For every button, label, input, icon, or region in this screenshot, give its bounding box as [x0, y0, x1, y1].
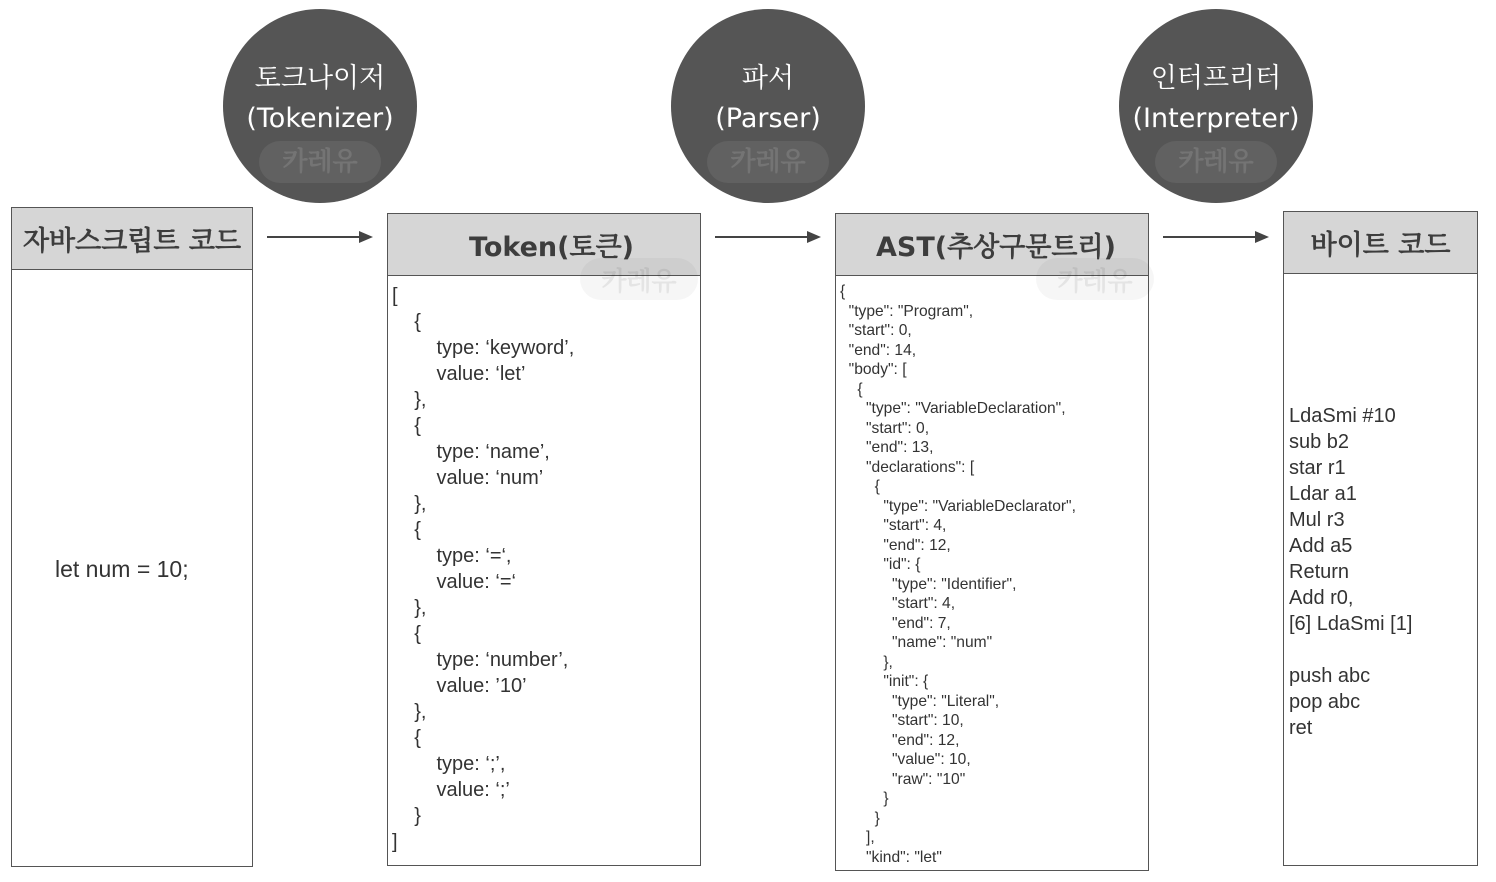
stage-label-english: (Tokenizer) — [246, 103, 394, 134]
watermark: 카레유 — [1155, 141, 1277, 183]
source-code-box — [11, 207, 253, 867]
watermark: 카레유 — [1036, 258, 1154, 300]
stage-circle-tokenizer — [223, 9, 417, 203]
stage-circle-interpreter — [1119, 9, 1313, 203]
token-box — [387, 213, 701, 866]
source-code-title: 자바스크립트 코드 — [12, 208, 252, 270]
token-title: Token(토큰) — [388, 214, 700, 276]
stage-circle-parser — [671, 9, 865, 203]
bytecode-text: LdaSmi #10 sub b2 star r1 Ldar a1 Mul r3 Add a5 Return Add r0, [6] LdaSmi [1] push abc pop abc ret — [1289, 405, 1413, 739]
stage-label-english: (Interpreter) — [1132, 103, 1300, 134]
stage-label-korean: 파서 — [741, 63, 795, 94]
stage-label-korean: 인터프리터 — [1150, 63, 1282, 94]
bytecode-box — [1283, 211, 1478, 866]
ast-title: AST(추상구문트리) — [836, 214, 1148, 276]
arrow-right-icon — [267, 230, 375, 244]
watermark: 카레유 — [259, 141, 381, 183]
bytecode-title: 바이트 코드 — [1284, 212, 1477, 274]
source-code-text: let num = 10; — [55, 556, 189, 582]
ast-box — [835, 213, 1149, 871]
arrow-right-icon — [715, 230, 823, 244]
token-code-text: [ { type: ‘keyword’, value: ‘let’ }, { type: ‘name’, value: ‘num’ }, { type: ‘=‘, value: ‘=‘ }, { type: ‘number’, value: ’10’ }, { type: ‘;’, value: ‘;’ } ] — [392, 285, 575, 853]
watermark: 카레유 — [580, 258, 698, 300]
arrow-right-icon — [1163, 230, 1271, 244]
watermark: 카레유 — [707, 141, 829, 183]
ast-code-text: { "type": "Program", "start": 0, "end": 14, "body": [ { "type": "VariableDeclaration", "start": 0, "end": 13, "declarations": [ { "type": "VariableDeclarator", "start": 4, "end": 12, "id": { "type": "Identifier", "start": 4, "end": 7, "name": "num" }, "init": { "type": "Literal", "start": 10, "end": 12, "value": 10, "raw": "10" } } ], "kind": "let" — [840, 283, 1076, 866]
stage-label-english: (Parser) — [715, 103, 821, 134]
stage-label-korean: 토크나이저 — [254, 63, 386, 94]
